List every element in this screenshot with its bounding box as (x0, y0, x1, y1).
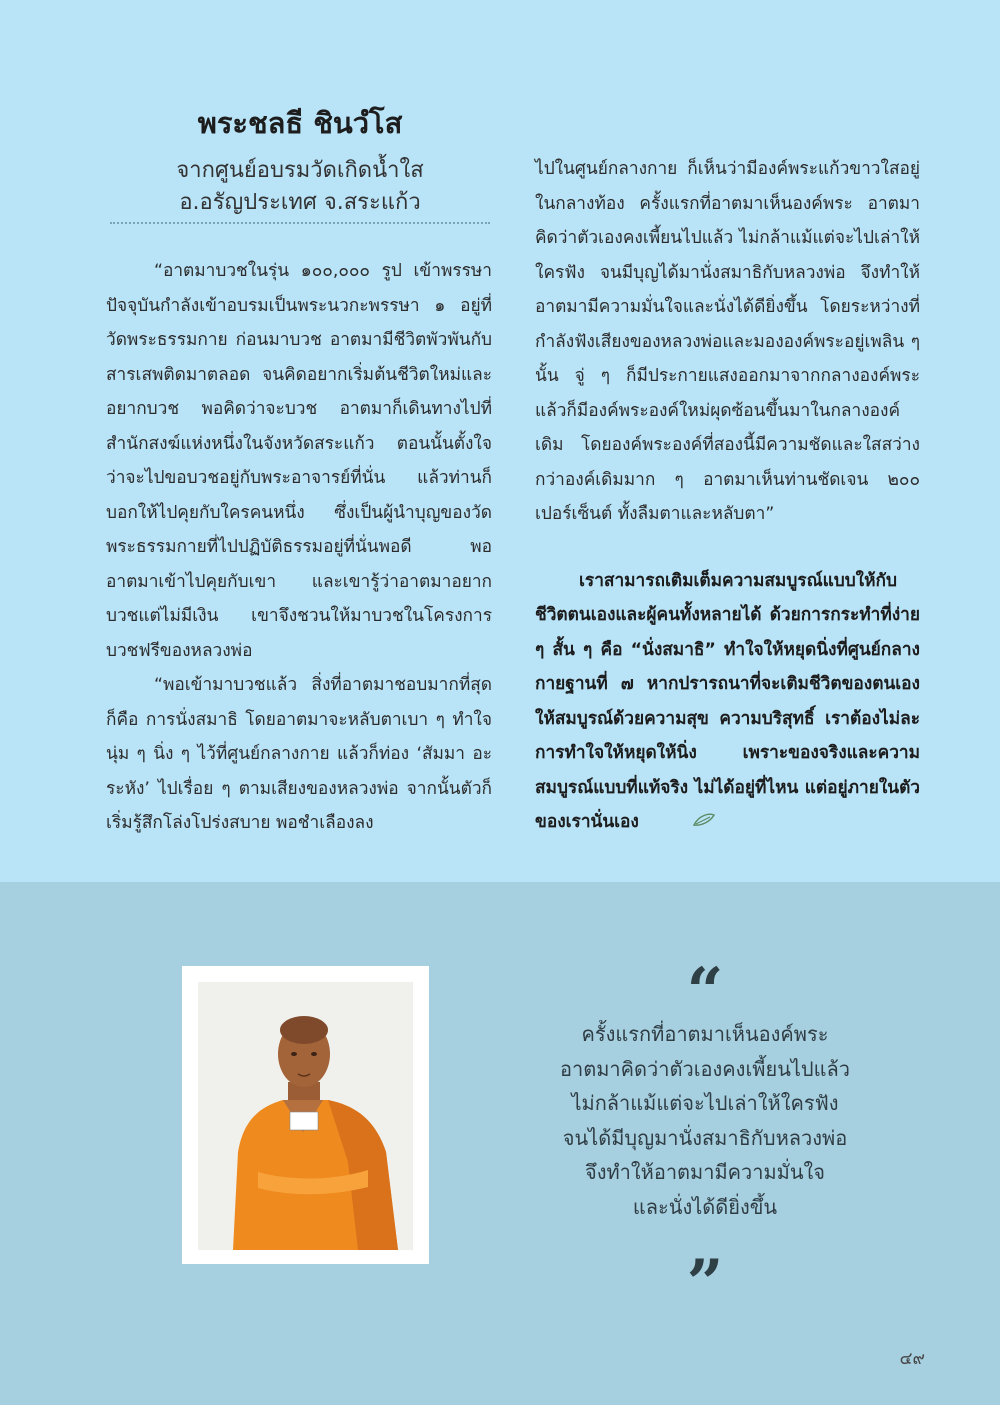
right-paragraph-conclusion (535, 564, 920, 840)
leaf-end-icon (649, 805, 715, 840)
monk-name-title: พระชลธี ชินวํโส (197, 106, 403, 140)
pull-quote (505, 1017, 905, 1224)
quote-line: ไม่กล้าแม้แต่จะไปเล่าให้ใครฟัง (571, 1091, 839, 1115)
subtitle-line-2: อ.อรัญประเทศ จ.สระแก้ว (179, 190, 421, 215)
conclusion-text: เราสามารถเติมเต็มความสมบูรณ์แบบให้กับชีวิตตนเองและผู้คนทั้งหลายได้ ด้วยการกระทำที่ง่าย ๆ สั้น ๆ คือ “นั่งสมาธิ” ทำใจให้หยุดนิ่งที่ศูนย์กลางกายฐานที่ ๗ หากปรารถนาที่จะเติมชีวิตของตนเองให้สมบูรณ์ด้วยความสุข ความบริสุทธิ์ เราต้องไม่ละการทำใจให้หยุดให้นิ่ง เพราะของจริงและความสมบูรณ์แบบที่แท้จริง ไม่ได้อยู่ที่ไหน แต่อยู่ภายในตัวของเรานั่นเอง (535, 570, 920, 832)
right-text-column (535, 152, 920, 840)
quote-line: และนั่งได้ดียิ่งขึ้น (632, 1194, 778, 1219)
quote-line: จึงทำให้อาตมามีความมั่นใจ (584, 1160, 826, 1184)
dotted-divider (110, 222, 490, 224)
quote-line: อาตมาคิดว่าตัวเองคงเพี้ยนไปแล้ว (560, 1056, 850, 1081)
right-paragraph-1: ไปในศูนย์กลางกาย ก็เห็นว่ามีองค์พระแก้วขาวใสอยู่ในกลางท้อง ครั้งแรกที่อาตมาเห็นองค์พระ อาตมาคิดว่าตัวเองคงเพี้ยนไปแล้ว ไม่กล้าแม้แต่จะไปเล่าให้ใครฟัง จนมีบุญได้มานั่งสมาธิกับหลวงพ่อ จึงทำให้อาตมามีความมั่นใจและนั่งได้ดียิ่งขึ้น โดยระหว่างที่กำลังฟังเสียงของหลวงพ่อและมององค์พระอยู่เพลิน ๆ นั้น จู่ ๆ ก็มีประกายแสงออกมาจากกลางองค์พระ แล้วก็มีองค์พระองค์ใหม่ผุดซ้อนขึ้นมาในกลางองค์เดิม โดยองค์พระองค์ที่สองนี้มีความชัดและใสสว่างกว่าองค์เดิมมาก ๆ อาตมาเห็นท่านชัดเจน ๒๐๐ เปอร์เซ็นต์ ทั้งลืมตาและหลับตา” (535, 159, 920, 524)
subtitle-line-1: จากศูนย์อบรมวัดเกิดน้ำใส (176, 158, 424, 183)
quote-line: ครั้งแรกที่อาตมาเห็นองค์พระ (581, 1022, 829, 1046)
monk-photo-frame (182, 966, 429, 1264)
page-number: ๔๙ (899, 1349, 925, 1369)
monk-portrait-image (198, 982, 413, 1250)
quote-line: จนได้มีบุญมานั่งสมาธิกับหลวงพ่อ (562, 1125, 848, 1150)
left-text-column (106, 254, 492, 841)
left-paragraph-1: “อาตมาบวชในรุ่น ๑๐๐,๐๐๐ รูป เข้าพรรษาปัจจุบันกำลังเข้าอบรมเป็นพระนวกะพรรษา ๑ อยู่ที่วัดพระธรรมกาย ก่อนมาบวช อาตมามีชีวิตพัวพันกับสารเสพติดมาตลอด จนคิดอยากเริ่มต้นชีวิตใหม่และอยากบวช พอคิดว่าจะบวช อาตมาก็เดินทางไปที่สำนักสงฆ์แห่งหนึ่งในจังหวัดสระแก้ว ตอนนั้นตั้งใจว่าจะไปขอบวชอยู่กับพระอาจารย์ที่นั่น แล้วท่านก็บอกให้ไปคุยกับใครคนหนึ่ง ซึ่งเป็นผู้นำบุญของวัดพระธรรมกายที่ไปปฏิบัติธรรมอยู่ที่นั่นพอดี พอ อาตมาเข้าไปคุยกับเขา และเขารู้ว่าอาตมาอยากบวชแต่ไม่มีเงิน เขาจึงชวนให้มาบวชในโครงการบวชฟรีของหลวงพ่อ (106, 261, 492, 661)
open-quote-mark: “ (686, 954, 724, 1029)
close-quote-mark: ” (686, 1246, 724, 1321)
left-paragraph-2: “พอเข้ามาบวชแล้ว สิ่งที่อาตมาชอบมากที่สุดก็คือ การนั่งสมาธิ โดยอาตมาจะหลับตาเบา ๆ ทำใจนุ่ม ๆ นิ่ง ๆ ไว้ที่ศูนย์กลางกาย แล้วก็ท่อง ‘สัมมา อะระหัง’ ไปเรื่อย ๆ ตามเสียงของหลวงพ่อ จากนั้นตัวก็เริ่มรู้สึกโล่งโปร่งสบาย พอชำเลืองลง (106, 675, 492, 833)
